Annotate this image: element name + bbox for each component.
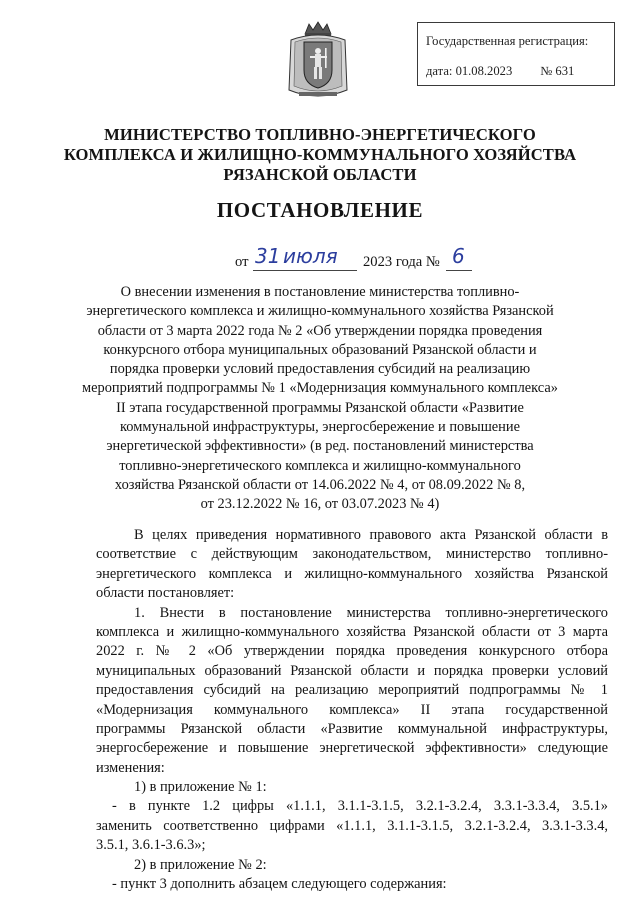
date-underline: [253, 270, 357, 271]
body-line: 2022 г. № 2 «Об утверждении порядка проведения конкурсного отбора: [96, 643, 608, 660]
subject-line: II этапа государственной программы Рязанской области «Развитие: [116, 399, 524, 416]
handwritten-day: 31: [255, 244, 281, 268]
subject-line: топливно-энергетического комплекса и жилищно-коммунального: [119, 457, 521, 474]
coat-of-arms-emblem: [287, 20, 349, 102]
subject-line: коммунальной инфраструктуры, энергосбережение и повышение: [120, 419, 520, 436]
body-line: энергетического комплекса и жилищно-коммунального хозяйства Рязанской: [96, 565, 608, 582]
subject-line: области от 3 марта 2022 года № 2 «Об утверждении порядка проведения: [97, 322, 543, 339]
body-line: 2) в приложение № 2:: [134, 856, 267, 873]
subject-line: от 23.12.2022 № 16, от 03.07.2023 № 4): [200, 496, 440, 513]
registration-title: Государственная регистрация:: [426, 34, 589, 48]
body-line: соответствие с действующим законодательством, министерство топливно-: [96, 546, 608, 563]
date-year-text: 2023 года №: [363, 254, 440, 270]
body-line: программы Рязанской области «Развитие коммунальной инфраструктуры,: [96, 720, 608, 737]
body-line: - пункт 3 дополнить абзацем следующего содержания:: [112, 876, 447, 893]
number-underline: [446, 270, 472, 271]
subject-line: О внесении изменения в постановление министерства топливно-: [120, 284, 520, 300]
body-line: «Модернизация коммунального комплекса» II этапа государственной: [96, 701, 608, 718]
ministry-line: КОМПЛЕКСА И ЖИЛИЩНО-КОММУНАЛЬНОГО ХОЗЯЙСТВА: [63, 145, 577, 164]
registration-stamp: [417, 22, 615, 86]
body-line: 1. Внести в постановление министерства топливно-энергетического: [134, 604, 608, 621]
body-line: муниципальных образований Рязанской области и порядка проверки условий: [96, 662, 608, 679]
handwritten-number: 6: [452, 244, 465, 268]
date-line: [235, 244, 535, 274]
registration-date: дата: 01.08.2023: [426, 64, 513, 78]
body-line: - в пункте 1.2 цифры «1.1.1, 3.1.1-3.1.5, 3.2.1-3.2.4, 3.3.1-3.3.4, 3.5.1»: [112, 798, 608, 815]
body-line: области постановляет:: [96, 585, 235, 602]
body-line: предоставления субсидий на реализацию мероприятий подпрограммы № 1: [96, 682, 608, 699]
body-line: комплекса и жилищно-коммунального хозяйства Рязанской области от 3 марта: [96, 623, 608, 640]
subject-line: конкурсного отбора муниципальных образований Рязанской области и: [103, 341, 537, 358]
date-prefix: от: [235, 254, 249, 270]
document-body: [96, 526, 608, 894]
registration-number: № 631: [540, 64, 575, 78]
subject-line: хозяйства Рязанской области от 14.06.2022 № 4, от 08.09.2022 № 8,: [114, 476, 526, 493]
body-line: заменить соответственно цифрами «1.1.1, 3.1.1-3.1.5, 3.2.1-3.2.4, 3.3.1-3.3.4,: [96, 817, 608, 834]
subject-line: энергетической эффективности» (в ред. постановлений министерства: [106, 438, 534, 455]
subject-line: порядка проверки условий предоставления субсидий на реализацию: [109, 361, 531, 378]
registration-details: [426, 65, 574, 78]
ministry-name: [40, 125, 600, 185]
document-subject: [70, 283, 570, 515]
handwritten-month: июля: [283, 244, 338, 268]
body-line: 1) в приложение № 1:: [134, 779, 267, 796]
body-line: В целях приведения нормативного правового акта Рязанской области в: [134, 527, 608, 543]
body-line: изменения:: [96, 759, 165, 776]
subject-line: энергетического комплекса и жилищно-коммунального хозяйства Рязанской: [86, 303, 554, 320]
body-line: 3.5.1, 3.6.1-3.6.3»;: [96, 837, 206, 854]
ministry-line: МИНИСТЕРСТВО ТОПЛИВНО-ЭНЕРГЕТИЧЕСКОГО: [104, 125, 536, 144]
document-type-title: ПОСТАНОВЛЕНИЕ: [216, 198, 424, 222]
body-line: энергосбережение и повышение энергетической эффективности» следующие: [96, 740, 608, 757]
ministry-line: РЯЗАНСКОЙ ОБЛАСТИ: [223, 165, 417, 184]
subject-line: мероприятий подпрограммы № 1 «Модернизация коммунального комплекса»: [82, 380, 558, 397]
